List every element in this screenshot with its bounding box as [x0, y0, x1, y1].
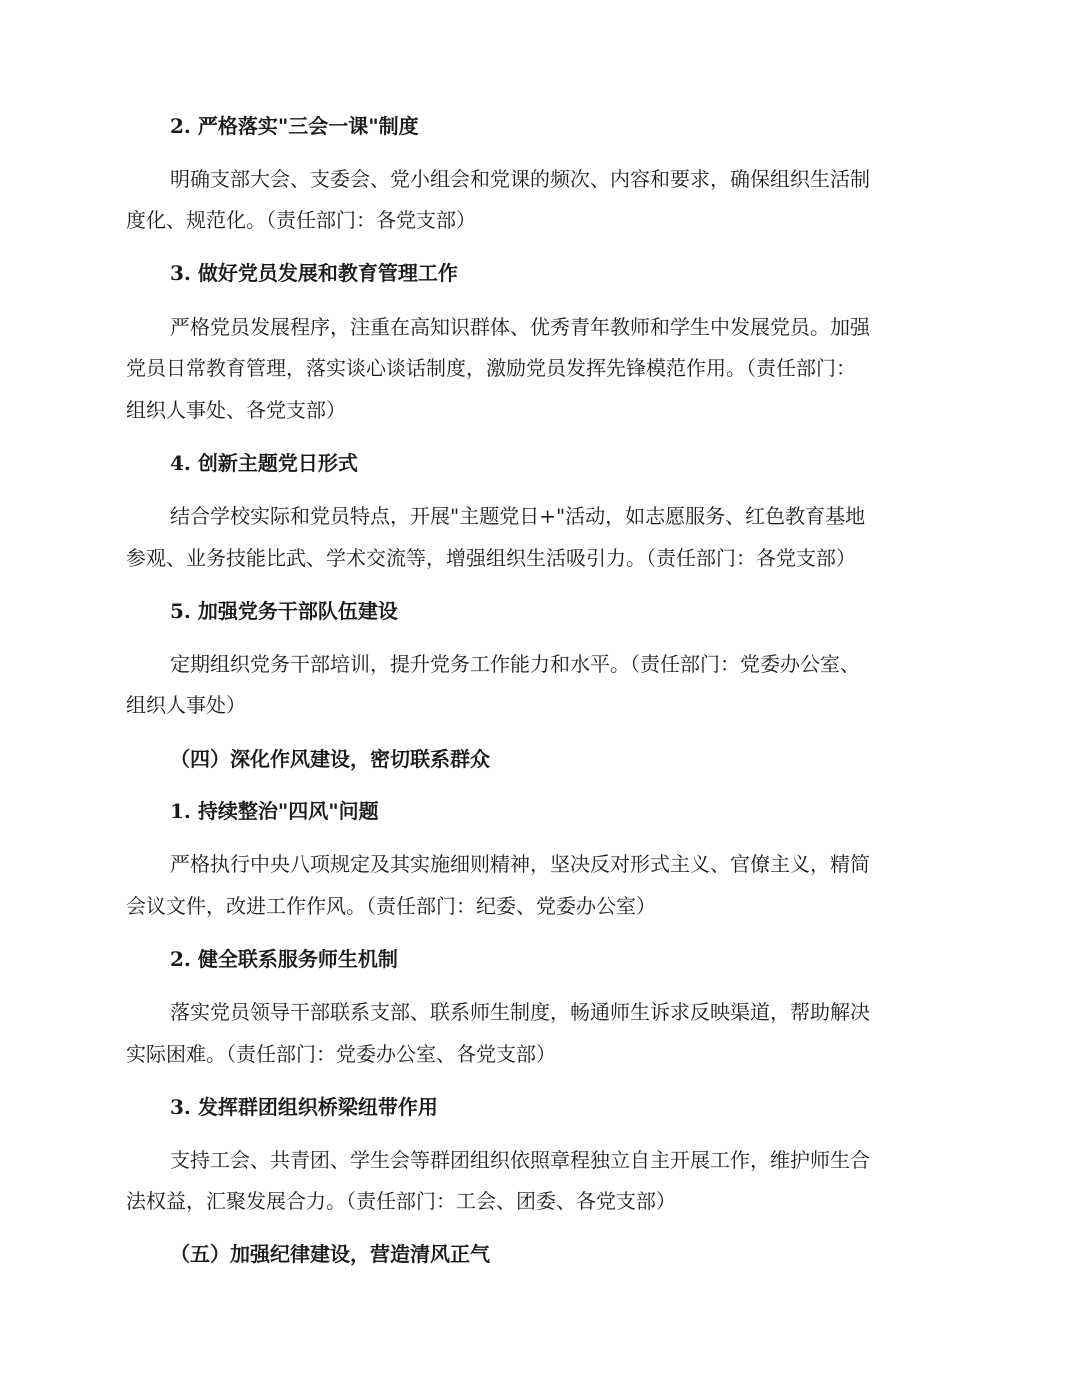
paragraph-line: 组织人事处、各党支部）	[126, 398, 346, 422]
heading-item-3-mass-organizations: 3. 发挥群团组织桥梁纽带作用	[170, 1095, 438, 1119]
heading-item-5-party-cadre-team: 5. 加强党务干部队伍建设	[170, 599, 398, 623]
paragraph-line: 法权益，汇聚发展合力。（责任部门：工会、团委、各党支部）	[126, 1189, 676, 1213]
paragraph-line: 明确支部大会、支委会、党小组会和党课的频次、内容和要求，确保组织生活制	[170, 167, 870, 191]
paragraph-line: 参观、业务技能比武、学术交流等，增强组织生活吸引力。（责任部门：各党支部）	[126, 546, 856, 570]
section-heading-5-discipline: （五）加强纪律建设，营造清风正气	[170, 1242, 490, 1266]
heading-item-2-service-mechanism: 2. 健全联系服务师生机制	[170, 947, 398, 971]
paragraph-line: 定期组织党务干部培训，提升党务工作能力和水平。（责任部门：党委办公室、	[170, 652, 860, 676]
heading-item-2-sanhui-yike: 2. 严格落实"三会一课"制度	[170, 114, 419, 138]
paragraph-line: 会议文件，改进工作作风。（责任部门：纪委、党委办公室）	[126, 894, 656, 918]
paragraph-line: 实际困难。（责任部门：党委办公室、各党支部）	[126, 1042, 556, 1066]
paragraph-line: 度化、规范化。（责任部门：各党支部）	[126, 208, 476, 232]
paragraph-line: 结合学校实际和党员特点，开展"主题党日+"活动，如志愿服务、红色教育基地	[170, 504, 866, 528]
paragraph-line: 党员日常教育管理，落实谈心谈话制度，激励党员发挥先锋模范作用。（责任部门：	[126, 356, 856, 380]
paragraph-line: 支持工会、共青团、学生会等群团组织依照章程独立自主开展工作，维护师生合	[170, 1148, 870, 1172]
paragraph-line: 组织人事处）	[126, 693, 246, 717]
paragraph-line: 严格党员发展程序，注重在高知识群体、优秀青年教师和学生中发展党员。加强	[170, 315, 870, 339]
heading-item-3-party-member-development: 3. 做好党员发展和教育管理工作	[170, 261, 458, 285]
paragraph-line: 落实党员领导干部联系支部、联系师生制度，畅通师生诉求反映渠道，帮助解决	[170, 1000, 870, 1024]
section-heading-4-work-style: （四）深化作风建设，密切联系群众	[170, 747, 490, 771]
heading-item-1-four-winds: 1. 持续整治"四风"问题	[170, 799, 379, 823]
heading-item-4-theme-party-day: 4. 创新主题党日形式	[170, 451, 358, 475]
paragraph-line: 严格执行中央八项规定及其实施细则精神，坚决反对形式主义、官僚主义，精简	[170, 852, 870, 876]
